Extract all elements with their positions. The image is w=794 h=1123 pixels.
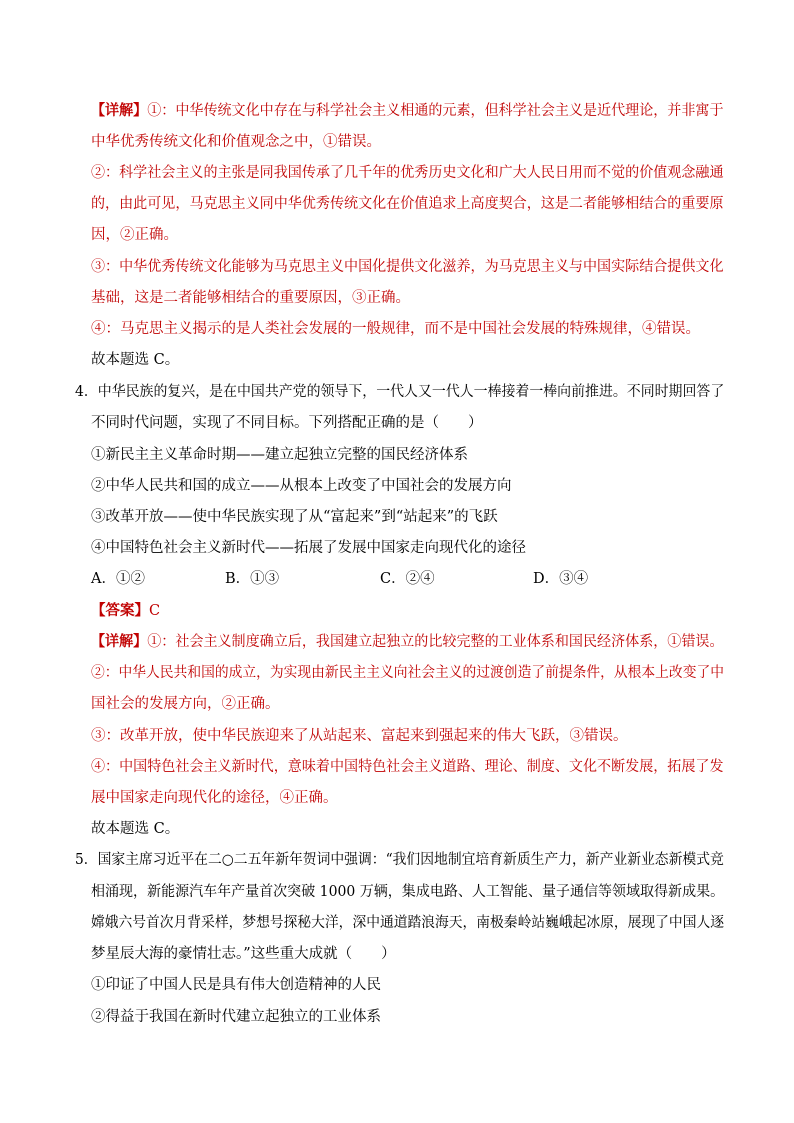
- q4-explain-text-1: ①：社会主义制度确立后，我国建立起独立的比较完整的工业体系和国民经济体系，①错误。: [147, 634, 724, 650]
- q5-stem-line-2: 相涌现，新能源汽车年产量首次突破 1000 万辆，集成电路、人工智能、量子通信等领域取得新成果。: [91, 884, 725, 900]
- q3-explain-line-1: [91, 101, 724, 121]
- q4-explain-line-5: ④：中国特色社会主义新时代，意味着中国特色社会主义道路、理论、制度、文化不断发展，拓展了发: [91, 759, 724, 775]
- q3-explain-line-7: 基础，这是二者能够相结合的重要原因，③正确。: [91, 290, 410, 306]
- q4-item-3: ③改革开放——使中华民族实现了从“富起来”到“站起来”的飞跃: [91, 509, 498, 525]
- q4-answer-value: C: [149, 603, 161, 619]
- q3-explain-text-1: ①：中华传统文化中存在与科学社会主义相通的元素，但科学社会主义是近代理论，并非寓于: [147, 103, 724, 119]
- q4-item-4: ④中国特色社会主义新时代——拓展了发展中国家走向现代化的途径: [91, 540, 526, 556]
- q4-option-b: B．①③: [225, 571, 280, 587]
- q4-explain-line-2: ②：中华人民共和国的成立，为实现由新民主主义向社会主义的过渡创造了前提条件，从根本上改变了中: [91, 665, 724, 681]
- explain-tag: 【详解】: [91, 102, 148, 119]
- q4-explain-line-4: ③：改革开放，使中华民族迎来了从站起来、富起来到强起来的伟大飞跃，③错误。: [91, 728, 628, 744]
- q4-explain-line-1: [91, 632, 724, 652]
- q5-stem-line-1: 5．国家主席习近平在二○二五年新年贺词中强调：“我们因地制宜培育新质生产力，新产业新业态新模式竞: [75, 852, 724, 868]
- q5-stem-line-4: 梦星辰大海的豪情壮志。”这些重大成就（ ）: [91, 946, 396, 962]
- q4-explain-line-3: 国社会的发展方向，②正确。: [91, 696, 280, 712]
- q4-option-d: D．③④: [533, 571, 589, 587]
- q4-stem-line-1: 4．中华民族的复兴，是在中国共产党的领导下，一代人又一代人一棒接着一棒向前推进。不同时期回答了: [75, 384, 725, 400]
- q4-conclusion: 故本题选 C。: [91, 821, 180, 837]
- q4-stem-line-2: 不同时代问题，实现了不同目标。下列搭配正确的是（ ）: [91, 415, 483, 431]
- explain-tag: 【详解】: [91, 633, 148, 650]
- q4-explain-line-6: 展中国家走向现代化的途径，④正确。: [91, 790, 338, 806]
- q3-explain-line-4: 的，由此可见，马克思主义同中华优秀传统文化在价值追求上高度契合，这是二者能够相结合的重要原: [91, 196, 724, 212]
- q3-conclusion: 故本题选 C。: [91, 352, 180, 368]
- q3-explain-line-5: 因，②正确。: [91, 227, 178, 243]
- q3-explain-line-2: 中华优秀传统文化和价值观念之中，①错误。: [91, 134, 381, 150]
- q4-answer-line: [91, 601, 160, 621]
- q4-item-2: ②中华人民共和国的成立——从根本上改变了中国社会的发展方向: [91, 478, 512, 494]
- q5-item-2: ②得益于我国在新时代建立起独立的工业体系: [91, 1009, 381, 1025]
- q5-stem-line-3: 嫦娥六号首次月背采样，梦想号探秘大洋，深中通道踏浪海天，南极秦岭站巍峨起冰原，展现了中国人逐: [91, 915, 724, 931]
- q3-explain-line-8: ④：马克思主义揭示的是人类社会发展的一般规律，而不是中国社会发展的特殊规律，④错误。: [91, 321, 700, 337]
- q3-explain-line-3: ②：科学社会主义的主张是同我国传承了几千年的优秀历史文化和广大人民日用而不觉的价值观念融通: [91, 165, 724, 181]
- q4-option-a: A．①②: [91, 571, 145, 587]
- q3-explain-line-6: ③：中华优秀传统文化能够为马克思主义中国化提供文化滋养，为马克思主义与中国实际结合提供文化: [91, 259, 724, 275]
- q5-item-1: ①印证了中国人民是具有伟大创造精神的人民: [91, 977, 381, 993]
- q4-item-1: ①新民主主义革命时期——建立起独立完整的国民经济体系: [91, 447, 468, 463]
- q4-option-c: C．②④: [380, 571, 435, 587]
- answer-tag: 【答案】: [91, 602, 149, 619]
